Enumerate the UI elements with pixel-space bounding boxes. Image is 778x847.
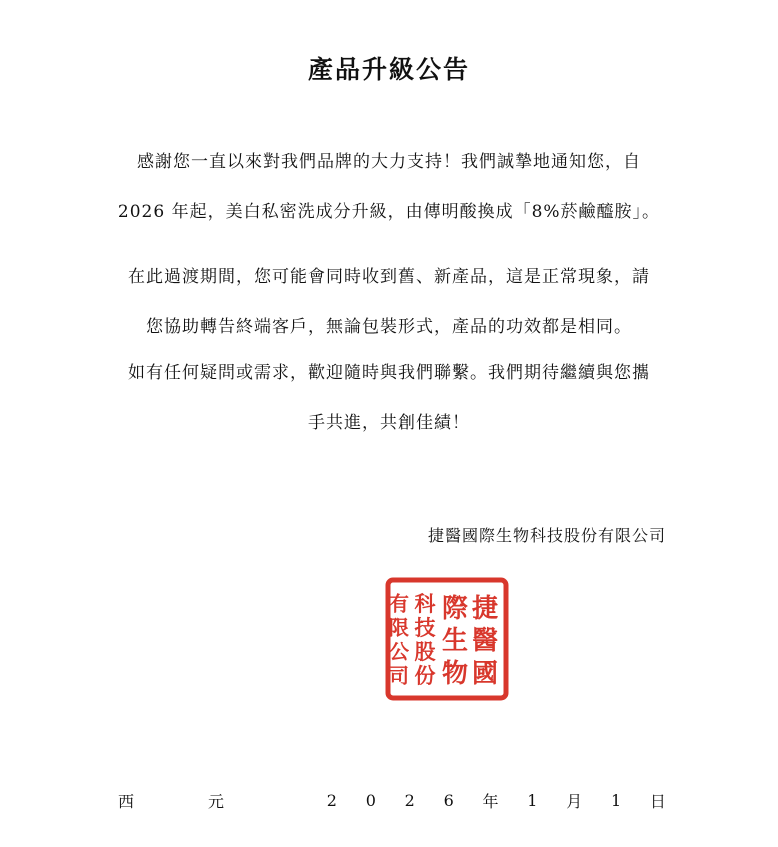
seal-character: 生 — [441, 625, 469, 656]
seal-character: 技 — [414, 614, 436, 640]
issue-date — [118, 788, 666, 812]
seal-character: 際 — [441, 593, 469, 624]
paragraph-3-line-2: 手共進，共創佳績！ — [308, 413, 470, 433]
seal-character: 股 — [414, 638, 436, 664]
seal-character: 國 — [471, 658, 499, 689]
date-month-unit: 月 — [566, 791, 583, 811]
seal-character: 份 — [414, 662, 436, 688]
seal-character: 有 — [389, 591, 409, 616]
date-year-digit-2: 0 — [365, 790, 376, 810]
seal-character: 公 — [389, 639, 409, 664]
date-year-digit-3: 2 — [404, 790, 415, 810]
company-seal-stamp — [385, 577, 509, 701]
paragraph-2-line-1: 在此過渡期間，您可能會同時收到舊、新產品，這是正常現象，請 — [128, 267, 650, 287]
paragraph-3-line-1: 如有任何疑問或需求，歡迎隨時與我們聯繫。我們期待繼續與您攜 — [128, 363, 650, 383]
date-day: 1 — [610, 790, 622, 810]
date-day-unit: 日 — [649, 791, 666, 811]
document-title: 產品升級公告 — [307, 55, 470, 84]
date-year-digit-1: 2 — [326, 790, 337, 810]
date-year-unit: 年 — [482, 791, 499, 811]
seal-character: 捷 — [471, 593, 499, 624]
paragraph-1-line-1: 感謝您一直以來對我們品牌的大力支持！我們誠摯地通知您，自 — [137, 152, 641, 172]
seal-character: 物 — [441, 658, 469, 689]
date-month: 1 — [527, 790, 538, 810]
seal-character: 限 — [389, 615, 409, 640]
company-name: 捷醫國際生物科技股份有限公司 — [427, 526, 666, 545]
seal-character: 科 — [414, 590, 436, 616]
seal-character: 司 — [389, 663, 409, 688]
paragraph-1-line-2: 2026 年起，美白私密洗成分升級，由傳明酸換成「8%菸鹼醯胺」。 — [117, 202, 661, 222]
date-year-digit-4: 6 — [443, 790, 454, 810]
paragraph-2-line-2: 您協助轉告終端客戶，無論包裝形式，產品的功效都是相同。 — [146, 317, 632, 337]
date-era: 西元 — [118, 791, 299, 811]
seal-character: 醫 — [471, 625, 499, 656]
